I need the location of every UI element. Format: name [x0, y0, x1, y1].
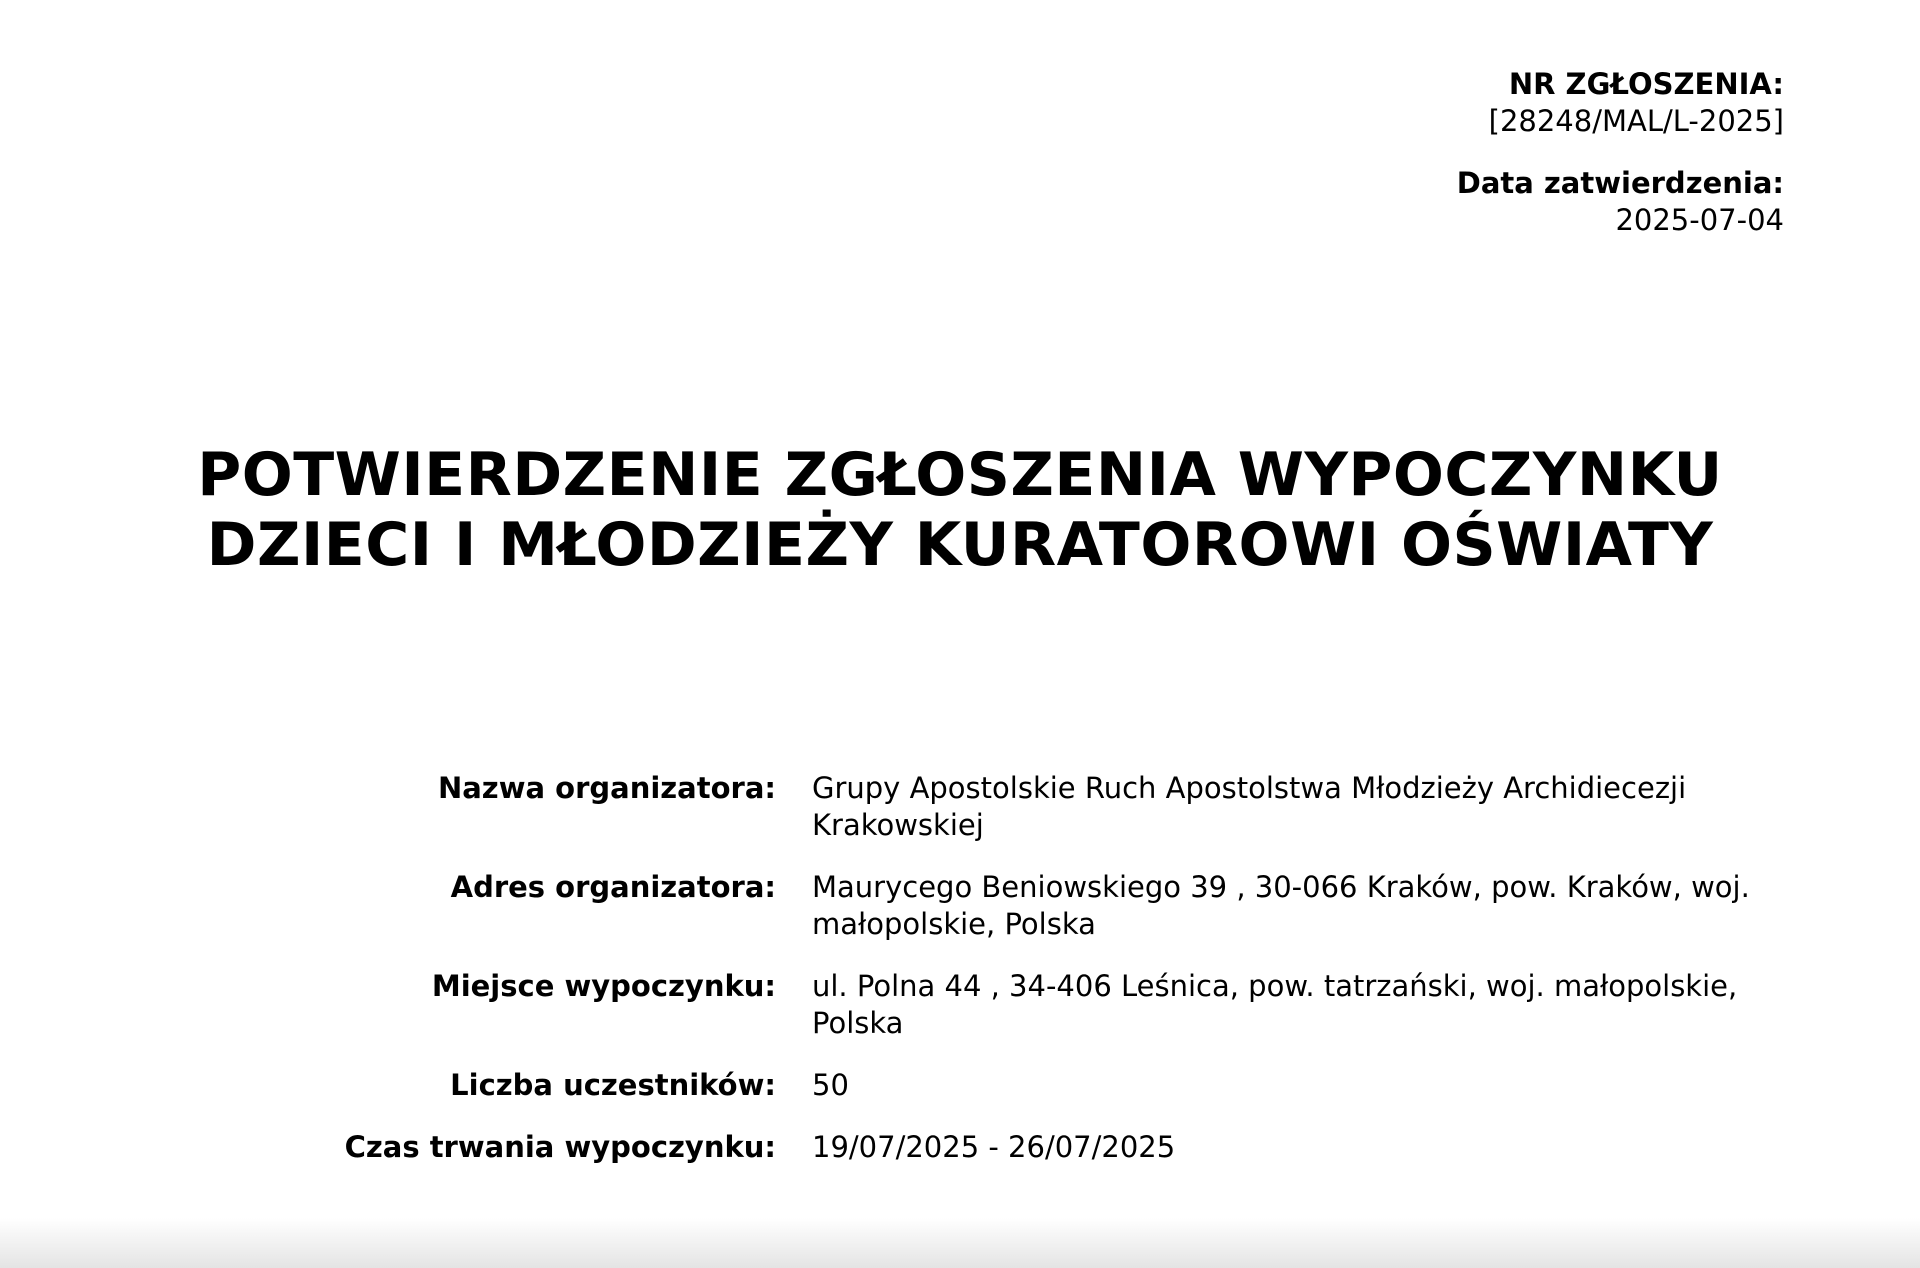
detail-row-organizer-name: [0, 770, 1920, 844]
title-line-1: POTWIERDZENIE ZGŁOSZENIA WYPOCZYNKU: [197, 440, 1723, 510]
venue-label: Miejsce wypoczynku:: [431, 969, 776, 1003]
participants-value: 50: [812, 1068, 849, 1102]
organizer-address-value: Maurycego Beniowskiego 39 , 30-066 Kraków, pow. Kraków, woj. małopolskie, Polska: [812, 870, 1750, 941]
registration-number-value: [28248/MAL/L-2025]: [1488, 104, 1784, 138]
duration-value: 19/07/2025 - 26/07/2025: [812, 1130, 1176, 1164]
organizer-name-value: Grupy Apostolskie Ruch Apostolstwa Młodzieży Archidiecezji Krakowskiej: [812, 771, 1687, 842]
detail-row-participants: [0, 1067, 1920, 1104]
participants-label: Liczba uczestników:: [450, 1068, 776, 1102]
venue-value: ul. Polna 44 , 34-406 Leśnica, pow. tatrzański, woj. małopolskie, Polska: [812, 969, 1738, 1040]
detail-row-duration: [0, 1129, 1920, 1166]
detail-row-venue: [0, 968, 1920, 1042]
organizer-address-label: Adres organizatora:: [450, 870, 776, 904]
document-meta: [1457, 66, 1784, 239]
document-title: [0, 440, 1920, 580]
details-table: [0, 770, 1920, 1191]
organizer-name-label: Nazwa organizatora:: [437, 771, 776, 805]
approval-date-label: Data zatwierdzenia:: [1456, 166, 1784, 200]
approval-date-value: 2025-07-04: [1615, 203, 1784, 237]
page-bottom-shadow: [0, 1218, 1920, 1268]
duration-label: Czas trwania wypoczynku:: [344, 1130, 776, 1164]
registration-number-label: NR ZGŁOSZENIA:: [1508, 67, 1784, 101]
detail-row-organizer-address: [0, 869, 1920, 943]
title-line-2: DZIECI I MŁODZIEŻY KURATOROWI OŚWIATY: [206, 510, 1714, 580]
